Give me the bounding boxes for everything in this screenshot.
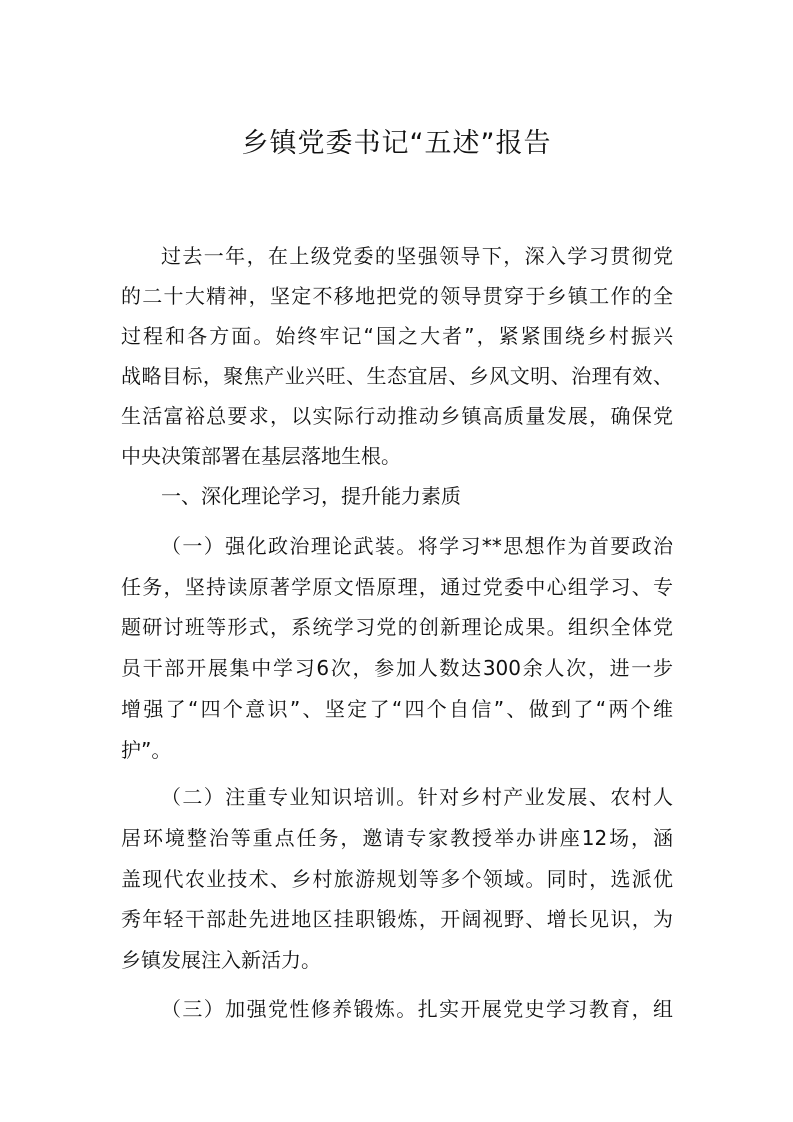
paragraph-line: （二）注重专业知识培训。针对乡村产业发展、农村人 bbox=[161, 785, 673, 809]
paragraph-line: 增强了“四个意识”、坚定了“四个自信”、做到了“两个维 bbox=[121, 697, 673, 721]
paragraph-line: 秀年轻干部赴先进地区挂职锻炼，开阔视野、增长见识，为 bbox=[121, 907, 673, 931]
paragraph-line: 居环境整治等重点任务，邀请专家教授举办讲座12场，涵 bbox=[121, 826, 673, 850]
paragraph-line: 过程和各方面。始终牢记“国之大者”，紧紧围绕乡村振兴 bbox=[121, 324, 673, 348]
paragraph-line: （一）强化政治理论武装。将学习**思想作为首要政治 bbox=[161, 534, 673, 558]
paragraph-line: 题研讨班等形式，系统学习党的创新理论成果。组织全体党 bbox=[121, 615, 673, 639]
paragraph-line: 乡镇发展注入新活力。 bbox=[121, 948, 321, 972]
paragraph-line: 战略目标，聚焦产业兴旺、生态宜居、乡风文明、治理有效、 bbox=[121, 364, 673, 388]
paragraph-line: 的二十大精神，坚定不移地把党的领导贯穿于乡镇工作的全 bbox=[121, 284, 673, 308]
paragraph-line: （三）加强党性修养锻炼。扎实开展党史学习教育，组 bbox=[161, 997, 673, 1021]
paragraph-line: 过去一年，在上级党委的坚强领导下，深入学习贯彻党 bbox=[161, 244, 673, 268]
paragraph-line: 员干部开展集中学习6次，参加人数达300余人次，进一步 bbox=[121, 656, 673, 680]
document-title: 乡镇党委书记“五述”报告 bbox=[241, 128, 552, 159]
section-heading: 一、深化理论学习，提升能力素质 bbox=[161, 484, 461, 508]
paragraph-line: 护”。 bbox=[121, 738, 172, 762]
paragraph-line: 任务，坚持读原著学原文悟原理，通过党委中心组学习、专 bbox=[121, 575, 673, 599]
paragraph-line: 盖现代农业技术、乡村旅游规划等多个领域。同时，选派优 bbox=[121, 867, 673, 891]
paragraph-line: 中央决策部署在基层落地生根。 bbox=[121, 444, 401, 468]
paragraph-line: 生活富裕总要求，以实际行动推动乡镇高质量发展，确保党 bbox=[121, 404, 673, 428]
